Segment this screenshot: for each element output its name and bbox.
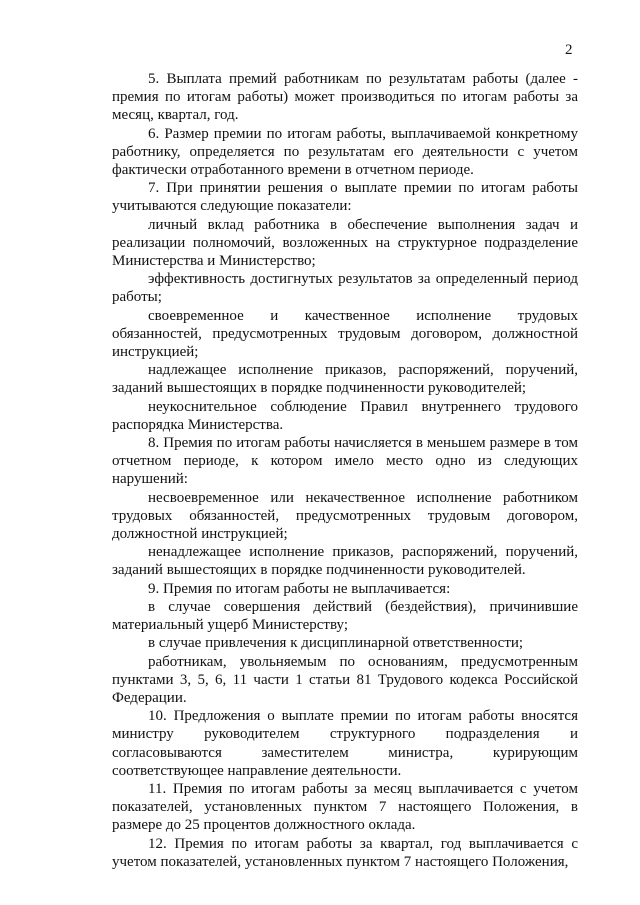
paragraph-8-item-2: ненадлежащее исполнение приказов, распоряжений, поручений, заданий вышестоящих в порядке подчиненности руководителей. bbox=[112, 544, 578, 579]
paragraph-12: 12. Премия по итогам работы за квартал, год выплачивается с учетом показателей, установленных пунктом 7 настоящего Положения, bbox=[112, 835, 578, 870]
paragraph-9-item-3: работникам, увольняемым по основаниям, предусмотренным пунктами 3, 5, 6, 11 части 1 статьи 81 Трудового кодекса Российской Федерации. bbox=[112, 653, 578, 706]
paragraph-9-item-2: в случае привлечения к дисциплинарной ответственности; bbox=[148, 635, 524, 652]
paragraph-8: 8. Премия по итогам работы начисляется в меньшем размере в том отчетном периоде, к котором имело место одно из следующих нарушений: bbox=[112, 435, 578, 488]
paragraph-10: 10. Предложения о выплате премии по итогам работы вносятся министру руководителем структурного подразделения и согласовываются заместителем министра, курирующим соответствующее направление деятельности. bbox=[112, 708, 578, 779]
paragraph-7-item-4: надлежащее исполнение приказов, распоряжений, поручений, заданий вышестоящих в порядке подчиненности руководителей; bbox=[112, 362, 578, 397]
paragraph-7: 7. При принятии решения о выплате премии по итогам работы учитываются следующие показатели: bbox=[112, 180, 578, 215]
page-number: 2 bbox=[565, 42, 573, 58]
paragraph-8-item-1: несвоевременное или некачественное исполнение работником трудовых обязанностей, предусмотренных трудовым договором, должностной инструкцией; bbox=[112, 489, 578, 543]
paragraph-5: 5. Выплата премий работникам по результатам работы (далее - премия по итогам работы) может производиться по итогам работы за месяц, квартал, год. bbox=[112, 71, 578, 124]
paragraph-7-item-3: своевременное и качественное исполнение трудовых обязанностей, предусмотренных трудовым договором, должностной инструкцией; bbox=[112, 307, 578, 361]
paragraph-9-item-1: в случае совершения действий (бездействия), причинившие материальный ущерб Министерству; bbox=[112, 598, 578, 634]
paragraph-11: 11. Премия по итогам работы за месяц выплачивается с учетом показателей, установленных пунктом 7 настоящего Положения, в размере до 25 процентов должностного оклада. bbox=[112, 780, 578, 834]
paragraph-7-item-2: эффективность достигнутых результатов за определенный период работы; bbox=[112, 271, 578, 306]
paragraph-7-item-1: личный вклад работника в обеспечение выполнения задач и реализации полномочий, возложенных на структурное подразделение Министерства и Министерство; bbox=[112, 216, 578, 270]
paragraph-7-item-5: неукоснительное соблюдение Правил внутреннего трудового распорядка Министерства. bbox=[112, 398, 578, 433]
paragraph-6: 6. Размер премии по итогам работы, выплачиваемой конкретному работнику, определяется по результатам его деятельности с учетом фактически отработанного времени в отчетном периоде. bbox=[112, 125, 578, 179]
paragraph-9: 9. Премия по итогам работы не выплачивается: bbox=[148, 580, 451, 597]
document-body bbox=[112, 70, 578, 871]
